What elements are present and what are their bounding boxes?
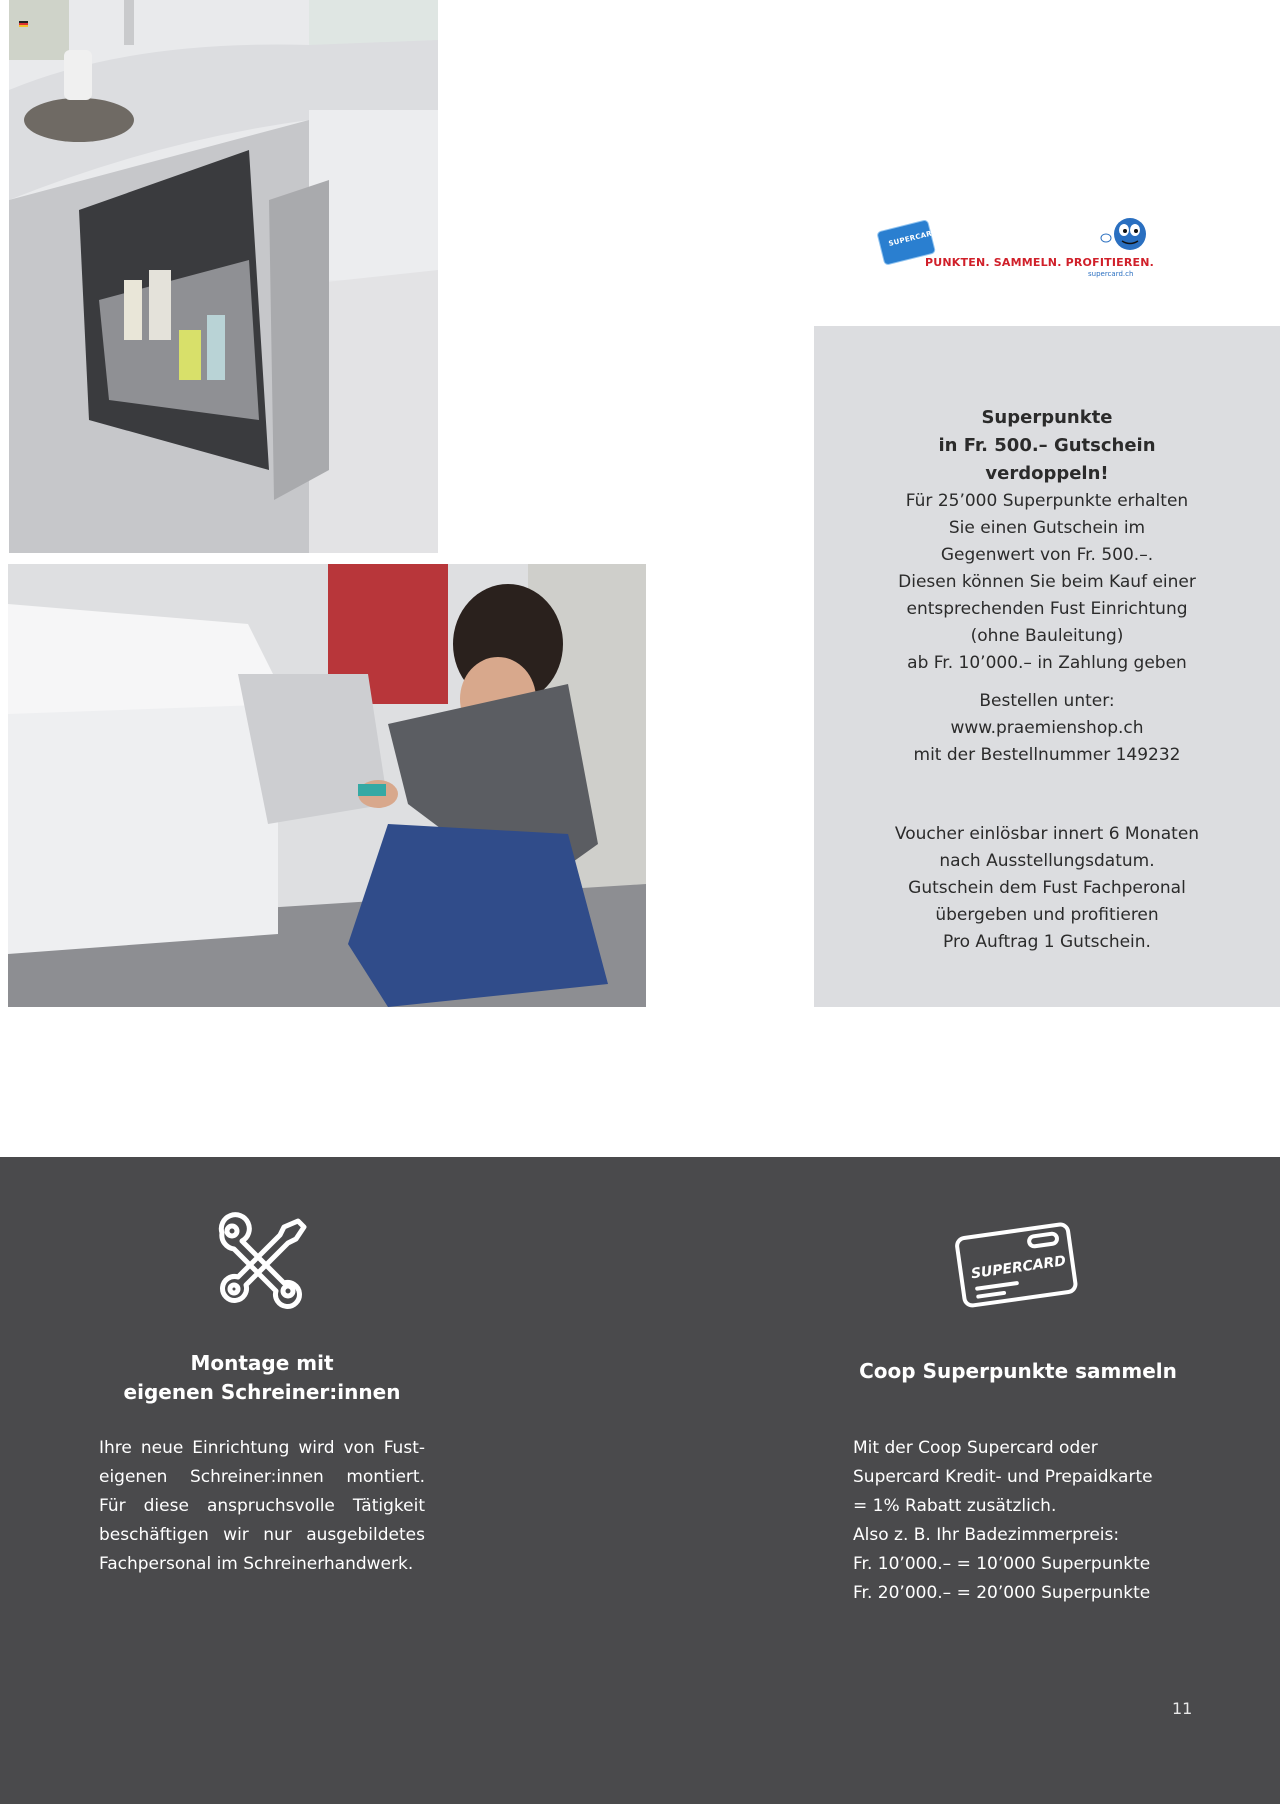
promo-body-line: Gegenwert von Fr. 500.–. bbox=[940, 545, 1154, 565]
montage-text-line: Ihre neue Einrichtung wird von Fust- bbox=[99, 1438, 425, 1458]
promo-voucher-line: Gutschein dem Fust Fachperonal bbox=[908, 878, 1186, 898]
montage-text-line: Für diese anspruchsvolle Tätigkeit bbox=[99, 1496, 425, 1516]
promo-voucher-line: nach Ausstellungsdatum. bbox=[939, 851, 1155, 871]
coop-title: Coop Superpunkte sammeln bbox=[859, 1359, 1177, 1383]
promo-heading-line: Superpunkte bbox=[981, 407, 1113, 428]
promo-body-line: Diesen können Sie beim Kauf einer bbox=[898, 572, 1196, 592]
promo-voucher-line: Voucher einlösbar innert 6 Monaten bbox=[894, 824, 1200, 844]
logo-card-text: SUPERCARD bbox=[887, 228, 939, 248]
card-icon-label: SUPERCARD bbox=[970, 1253, 1067, 1283]
promo-voucher-line: übergeben und profitieren bbox=[935, 905, 1159, 925]
page-number: 11 bbox=[1172, 1699, 1193, 1718]
supercard-logo bbox=[874, 212, 1152, 280]
montage-text bbox=[99, 1434, 425, 1579]
promo-order bbox=[814, 688, 1280, 769]
logo-slogan: PUNKTEN. SAMMELN. PROFITIEREN. bbox=[925, 256, 1154, 269]
carpenter-installing-photo bbox=[8, 564, 646, 1007]
montage-title-line: Montage mit bbox=[190, 1351, 334, 1375]
promo-body-line: (ohne Bauleitung) bbox=[970, 626, 1124, 646]
promo-body-line: Für 25’000 Superpunkte erhalten bbox=[905, 491, 1189, 511]
supercard-icon bbox=[954, 1217, 1078, 1309]
coop-text bbox=[853, 1434, 1183, 1608]
promo-box bbox=[814, 326, 1280, 1007]
montage-text-line: beschäftigen wir nur ausgebildetes bbox=[99, 1525, 425, 1545]
coop-text-line: Fr. 20’000.– = 20’000 Superpunkte bbox=[853, 1583, 1151, 1603]
montage-title bbox=[112, 1349, 412, 1407]
promo-body bbox=[814, 488, 1280, 677]
coop-text-line: Supercard Kredit- und Prepaidkarte bbox=[853, 1467, 1153, 1487]
promo-voucher bbox=[814, 821, 1280, 956]
logo-url: supercard.ch bbox=[1088, 270, 1134, 278]
promo-body-line: Sie einen Gutschein im bbox=[948, 518, 1146, 538]
promo-heading-line: verdoppeln! bbox=[985, 463, 1109, 484]
bathroom-vanity-photo bbox=[9, 0, 438, 553]
services-section bbox=[0, 1157, 1280, 1804]
promo-heading-line: in Fr. 500.– Gutschein bbox=[938, 435, 1156, 456]
coop-text-line: Fr. 10’000.– = 10’000 Superpunkte bbox=[853, 1554, 1151, 1574]
montage-title-line: eigenen Schreiner:innen bbox=[123, 1380, 401, 1404]
promo-order-line: Bestellen unter: bbox=[979, 691, 1115, 711]
wrench-screwdriver-icon bbox=[212, 1211, 310, 1309]
coop-text-line: Mit der Coop Supercard oder bbox=[853, 1438, 1098, 1458]
promo-body-line: entsprechenden Fust Einrichtung bbox=[906, 599, 1188, 619]
promo-body-line: ab Fr. 10’000.– in Zahlung geben bbox=[907, 653, 1187, 673]
promo-voucher-line: Pro Auftrag 1 Gutschein. bbox=[943, 932, 1151, 952]
montage-text-line: eigenen Schreiner:innen montiert. bbox=[99, 1467, 425, 1487]
flag-icon bbox=[19, 21, 28, 27]
montage-text-line: Fachpersonal im Schreinerhandwerk. bbox=[99, 1554, 414, 1574]
promo-order-link[interactable]: www.praemienshop.ch bbox=[950, 718, 1144, 738]
coop-text-line: = 1% Rabatt zusätzlich. bbox=[853, 1496, 1057, 1516]
coop-text-line: Also z. B. Ihr Badezimmerpreis: bbox=[853, 1525, 1120, 1545]
promo-heading bbox=[814, 404, 1280, 488]
promo-order-line: mit der Bestellnummer 149232 bbox=[913, 745, 1181, 765]
